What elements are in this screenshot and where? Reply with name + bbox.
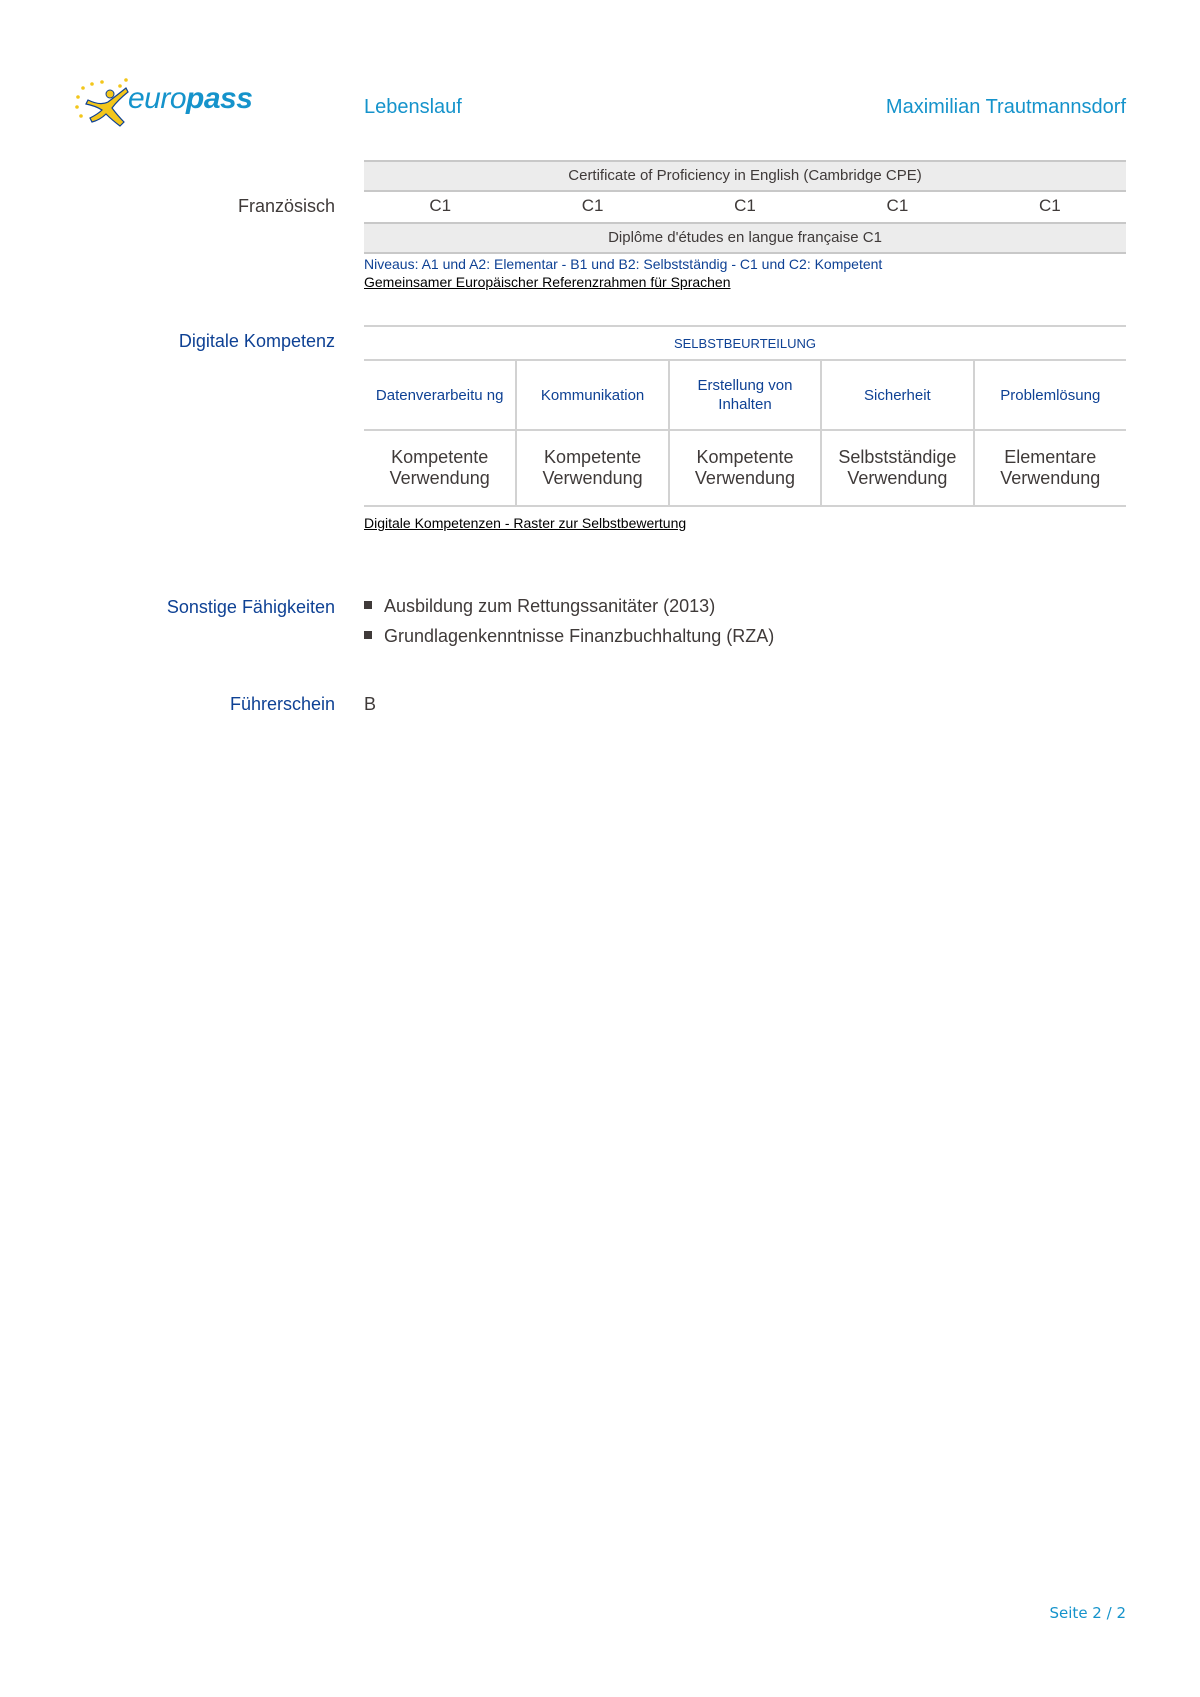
- page-number: Seite 2 / 2: [1049, 1604, 1126, 1622]
- category-safety: Sicherheit: [821, 360, 973, 430]
- value-communication: Kompetente Verwendung: [516, 430, 668, 506]
- french-level-understanding-listening: C1: [429, 196, 452, 215]
- french-level-writing: C1: [1038, 196, 1061, 215]
- list-item-text: Grundlagenkenntnisse Finanzbuchhaltung (RZA): [384, 626, 775, 646]
- drivers-license-value: B: [364, 694, 377, 714]
- category-communication: Kommunikation: [516, 360, 668, 430]
- english-certificate-row: Certificate of Proficiency in English (Cambridge CPE): [364, 160, 1126, 192]
- self-assessment-header: SELBSTBEURTEILUNG: [364, 326, 1126, 360]
- other-skills-list: [364, 595, 774, 655]
- cefr-link[interactable]: Gemeinsamer Europäischer Referenzrahmen für Sprachen: [364, 274, 731, 290]
- drivers-license-label: Führerschein: [229, 694, 335, 714]
- europass-figure-icon: [74, 78, 134, 130]
- logo-euro: euro: [128, 82, 187, 115]
- digital-competence-table: [364, 325, 1126, 507]
- french-level-understanding-reading: C1: [581, 196, 604, 215]
- value-content-creation: Kompetente Verwendung: [669, 430, 821, 506]
- french-level-speaking-interaction: C1: [734, 196, 756, 215]
- other-skills-label: Sonstige Fähigkeiten: [166, 597, 335, 617]
- document-title: Lebenslauf: [364, 96, 462, 118]
- list-item: [364, 625, 774, 655]
- category-content-creation: Erstellung von Inhalten: [669, 360, 821, 430]
- french-certificate-row: Diplôme d'études en langue française C1: [364, 222, 1126, 254]
- french-label: Französisch: [237, 196, 335, 216]
- person-name: Maximilian Trautmannsdorf: [885, 96, 1126, 118]
- list-item: [364, 595, 774, 625]
- digital-competence-grid-link[interactable]: Digitale Kompetenzen - Raster zur Selbstbewertung: [364, 515, 687, 531]
- category-problem-solving: Problemlösung: [974, 360, 1126, 430]
- niveaus-note: Niveaus: A1 und A2: Elementar - B1 und B2: Selbstständig - C1 und C2: Kompetent: [364, 256, 883, 272]
- logo-pass: pass: [186, 82, 253, 115]
- value-data-processing: Kompetente Verwendung: [364, 430, 516, 506]
- square-bullet-icon: [364, 601, 372, 609]
- digital-competence-label: Digitale Kompetenz: [178, 331, 335, 351]
- category-data-processing: Datenverarbeitu ng: [364, 360, 516, 430]
- square-bullet-icon: [364, 631, 372, 639]
- europass-logo: [74, 78, 253, 130]
- value-problem-solving: Elementare Verwendung: [974, 430, 1126, 506]
- value-safety: Selbstständige Verwendung: [821, 430, 973, 506]
- french-level-speaking-production: C1: [886, 196, 909, 215]
- europass-wordmark: [128, 82, 252, 116]
- list-item-text: Ausbildung zum Rettungssanitäter (2013): [384, 596, 716, 616]
- french-levels-row: [364, 192, 1126, 220]
